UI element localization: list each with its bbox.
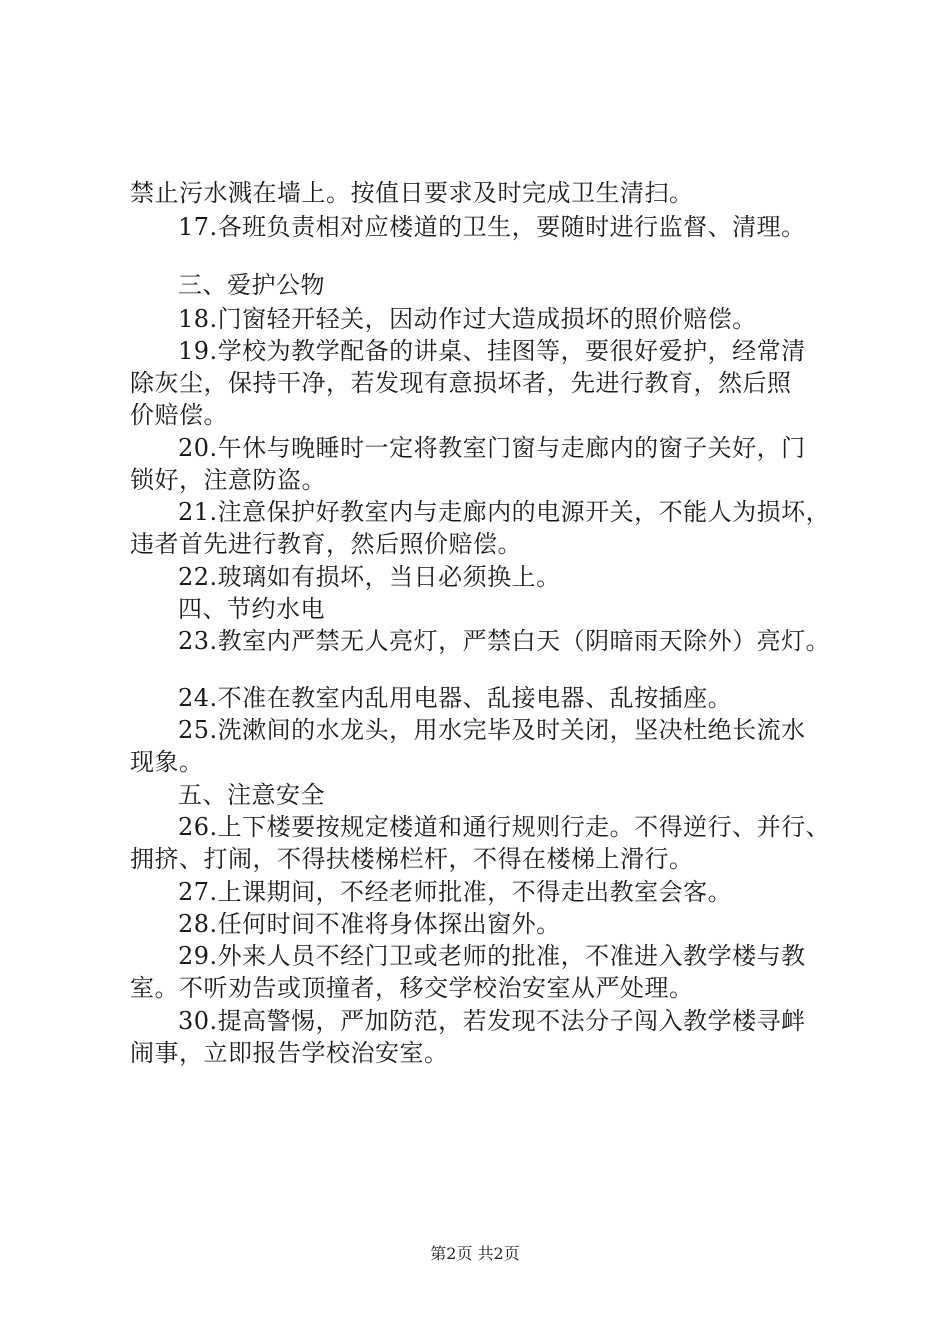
- text-line: 现象。: [130, 748, 204, 776]
- section-heading-save-water-electricity: 四、节约水电: [178, 595, 325, 623]
- rule-item-25: 25.洗漱间的水龙头，用水完毕及时关闭，坚决杜绝长流水: [178, 716, 806, 744]
- text-line: 除灰尘，保持干净，若发现有意损坏者，先进行教育，然后照: [130, 369, 792, 397]
- rule-item-27: 27.上课期间，不经老师批准，不得走出教室会客。: [178, 878, 733, 906]
- rule-item-30: 30.提高警惕，严加防范，若发现不法分子闯入教学楼寻衅: [178, 1007, 806, 1035]
- text-line: 闹事，立即报告学校治安室。: [130, 1039, 449, 1067]
- rule-item-26: 26.上下楼要按规定楼道和通行规则行走。不得逆行、并行、: [178, 813, 831, 841]
- rule-item-17: 17.各班负责相对应楼道的卫生，要随时进行监督、清理。: [178, 213, 806, 241]
- rule-item-22: 22.玻璃如有损坏，当日必须换上。: [178, 563, 561, 591]
- section-heading-protect-property: 三、爱护公物: [178, 271, 325, 299]
- text-line: 价赔偿。: [130, 401, 228, 429]
- text-line: 室。不听劝告或顶撞者，移交学校治安室从严处理。: [130, 974, 694, 1002]
- text-line: 锁好，注意防盗。: [130, 466, 326, 494]
- rule-item-28: 28.任何时间不准将身体探出窗外。: [178, 910, 561, 938]
- rule-item-21: 21.注意保护好教室内与走廊内的电源开关，不能人为损坏，: [178, 498, 831, 526]
- page-number-footer: 第2页 共2页: [430, 1244, 520, 1263]
- rule-item-19: 19.学校为教学配备的讲桌、挂图等，要很好爱护，经常清: [178, 337, 806, 365]
- text-line: 拥挤、打闹，不得扶楼梯栏杆，不得在楼梯上滑行。: [130, 845, 694, 873]
- text-line: 禁止污水溅在墙上。按值日要求及时完成卫生清扫。: [130, 179, 694, 207]
- section-heading-safety: 五、注意安全: [178, 781, 325, 809]
- rule-item-29: 29.外来人员不经门卫或老师的批准，不准进入教学楼与教: [178, 942, 806, 970]
- rule-item-20: 20.午休与晚睡时一定将教室门窗与走廊内的窗子关好，门: [178, 434, 806, 462]
- rule-item-23: 23.教室内严禁无人亮灯，严禁白天（阴暗雨天除外）亮灯。: [178, 627, 831, 655]
- rule-item-18: 18.门窗轻开轻关，因动作过大造成损坏的照价赔偿。: [178, 305, 757, 333]
- rule-item-24: 24.不准在教室内乱用电器、乱接电器、乱按插座。: [178, 684, 733, 712]
- text-line: 违者首先进行教育，然后照价赔偿。: [130, 530, 522, 558]
